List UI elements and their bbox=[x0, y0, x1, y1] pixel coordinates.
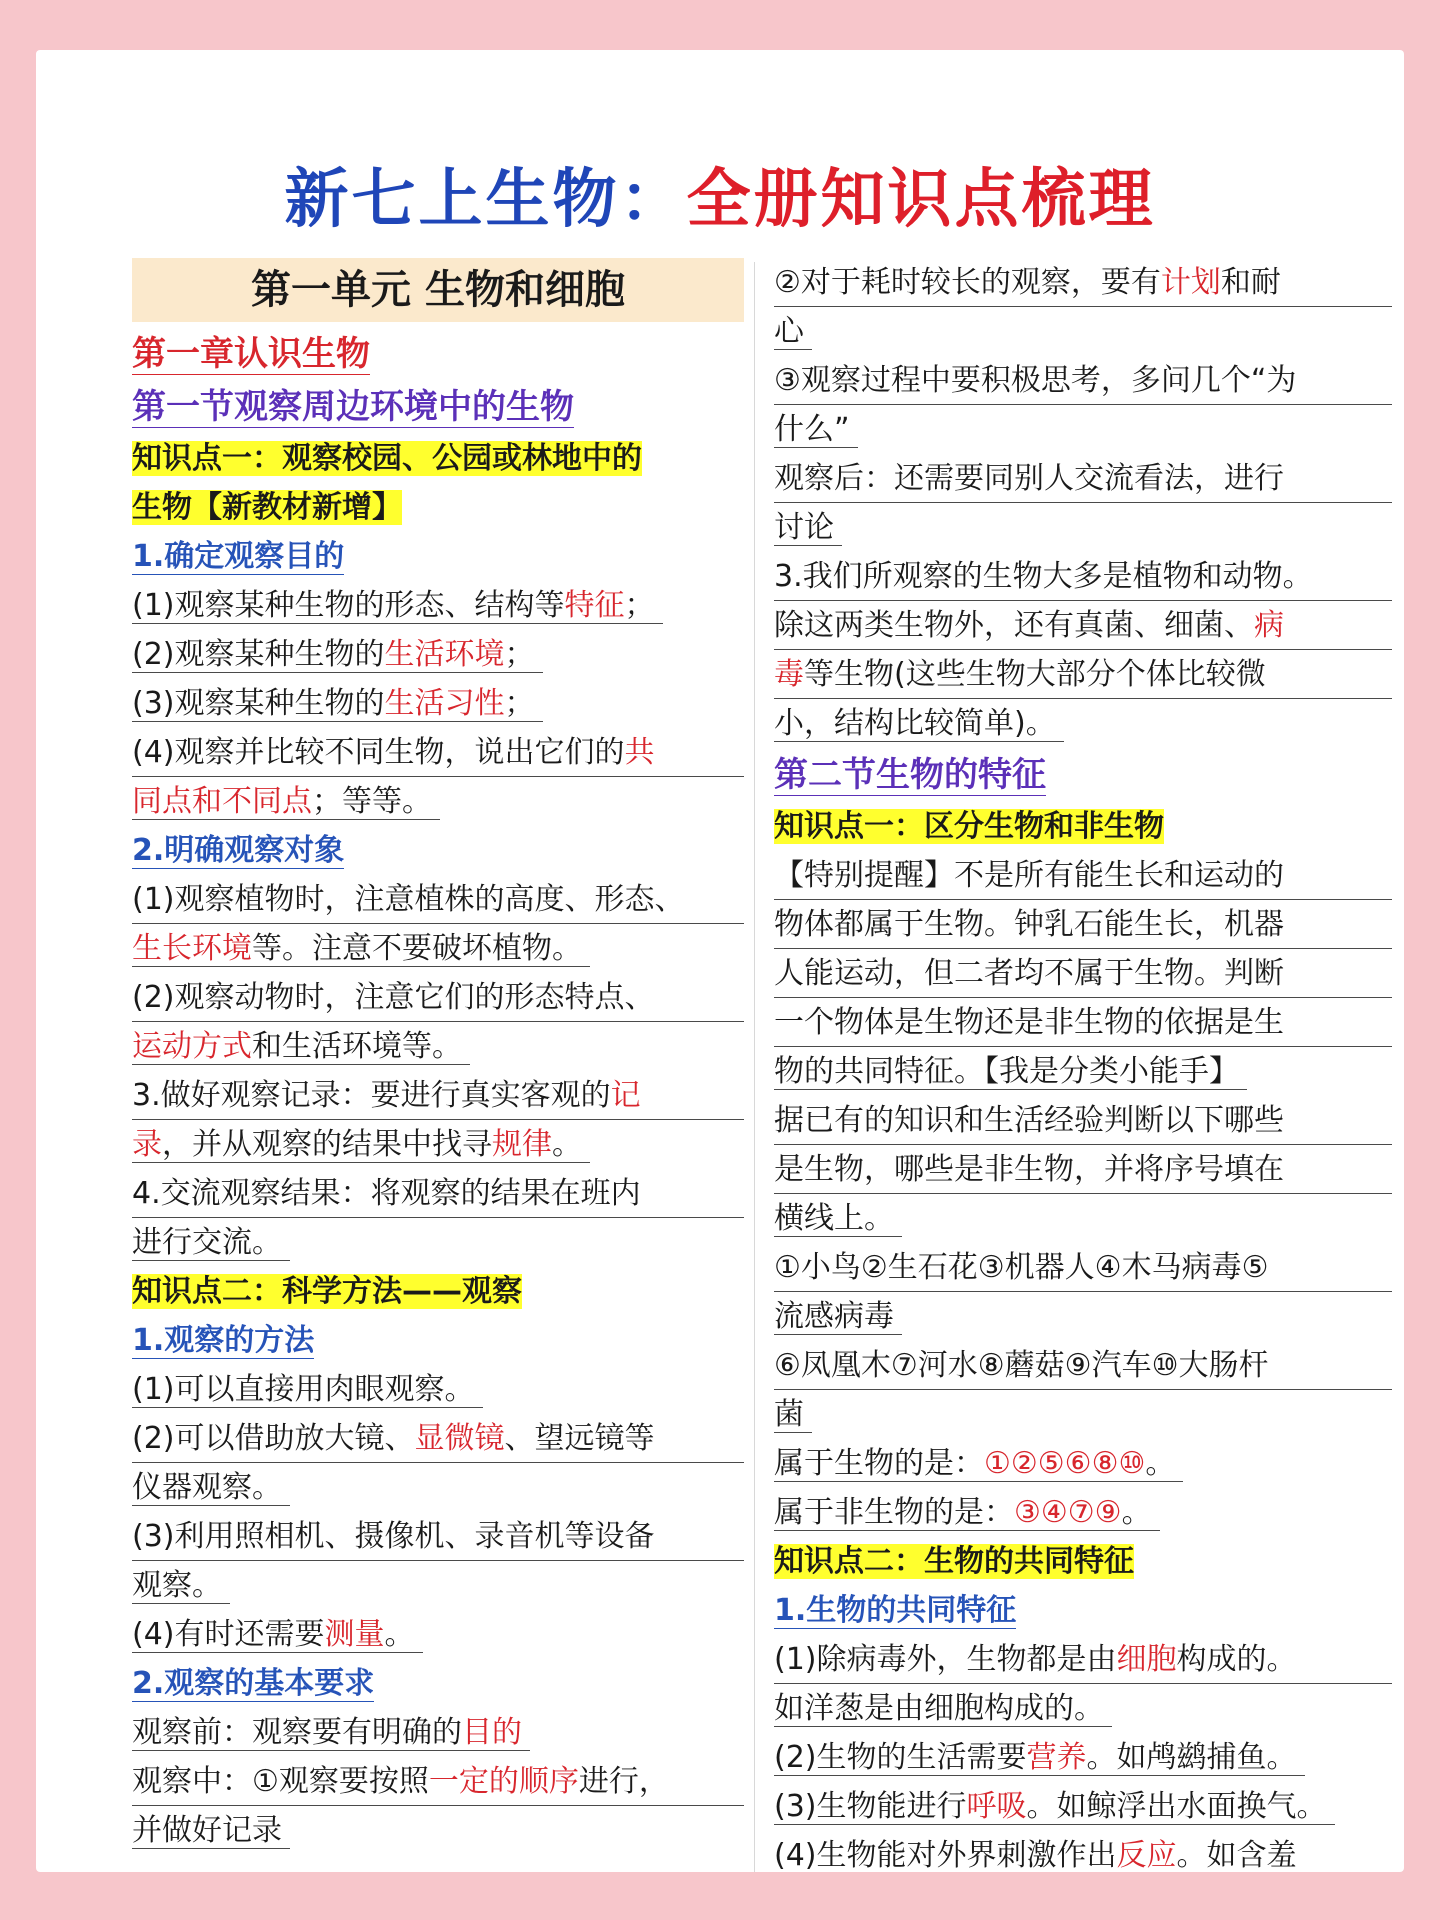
knowledge-point-4: 知识点二：生物的共同特征 bbox=[774, 1544, 1134, 1579]
knowledge-point-1: 知识点一：观察校园、公园或林地中的 生物【新教材新增】 bbox=[132, 441, 642, 525]
method-item-3: (3)利用照相机、摄像机、录音机等设备 bbox=[132, 1512, 744, 1561]
column-divider bbox=[754, 262, 755, 1872]
share-point-cont: 进行交流。 bbox=[132, 1218, 744, 1267]
method-item-2-cont: 仪器观察。 bbox=[132, 1463, 744, 1512]
requirement-think-cont: 什么” bbox=[774, 405, 1404, 454]
record-point: 3.做好观察记录：要进行真实客观的记 bbox=[132, 1071, 744, 1120]
tip-line-2: 物体都属于生物。钟乳石能生长，机器 bbox=[774, 900, 1404, 949]
organisms-observed-2: 除这两类生物外，还有真菌、细菌、病 bbox=[774, 601, 1404, 650]
requirement-after-cont: 讨论 bbox=[774, 503, 1404, 552]
items-line-1: ①小鸟②生石花③机器人④木马病毒⑤ bbox=[774, 1243, 1404, 1292]
chapter-heading: 第一章认识生物 bbox=[132, 334, 370, 374]
purpose-item-4-cont: 同点和不同点；等等。 bbox=[132, 777, 744, 826]
title-grade-subject: 新七上生物： bbox=[284, 162, 687, 237]
requirement-during-cont: 并做好记录 bbox=[132, 1806, 744, 1855]
requirement-after: 观察后：还需要同别人交流看法，进行 bbox=[774, 454, 1404, 503]
purpose-item-1: (1)观察某种生物的形态、结构等特征； bbox=[132, 581, 744, 630]
answer-nonliving-value: ③④⑦⑨ bbox=[1014, 1495, 1122, 1530]
feature-1-cont: 如洋葱是由细胞构成的。 bbox=[774, 1684, 1404, 1733]
share-point: 4.交流观察结果：将观察的结果在班内 bbox=[132, 1169, 744, 1218]
page bbox=[36, 50, 1404, 1872]
section-heading-2: 第二节生物的特征 bbox=[774, 755, 1046, 795]
right-column bbox=[774, 258, 1404, 1872]
feature-2: (2)生物的生活需要营养。如鸬鹚捕鱼。 bbox=[774, 1733, 1404, 1782]
method-item-1: (1)可以直接用肉眼观察。 bbox=[132, 1365, 744, 1414]
task-line-3: 横线上。 bbox=[774, 1194, 1404, 1243]
tip-line-3: 人能运动，但二者均不属于生物。判断 bbox=[774, 949, 1404, 998]
answer-living-value: ①②⑤⑥⑧⑩ bbox=[984, 1446, 1146, 1481]
purpose-item-3: (3)观察某种生物的生活习性； bbox=[132, 679, 744, 728]
items-line-4: 菌 bbox=[774, 1390, 1404, 1439]
title-topic: 全册知识点梳理 bbox=[686, 162, 1156, 237]
feature-4: (4)生物能对外界刺激作出反应。如含羞 bbox=[774, 1831, 1404, 1872]
subheading-observation-target: 2.明确观察对象 bbox=[132, 833, 345, 868]
knowledge-point-3: 知识点一：区分生物和非生物 bbox=[774, 809, 1164, 844]
items-line-3: ⑥凤凰木⑦河水⑧蘑菇⑨汽车⑩大肠杆 bbox=[774, 1341, 1404, 1390]
method-item-3-cont: 观察。 bbox=[132, 1561, 744, 1610]
record-point-cont: 录，并从观察的结果中找寻规律。 bbox=[132, 1120, 744, 1169]
subheading-common-features: 1.生物的共同特征 bbox=[774, 1593, 1017, 1628]
requirement-think: ③观察过程中要积极思考，多问几个“为 bbox=[774, 356, 1404, 405]
left-column bbox=[132, 258, 744, 1855]
task-line-2: 是生物，哪些是非生物，并将序号填在 bbox=[774, 1145, 1404, 1194]
organisms-observed: 3.我们所观察的生物大多是植物和动物。 bbox=[774, 552, 1404, 601]
target-item-1-cont: 生长环境等。注意不要破坏植物。 bbox=[132, 924, 744, 973]
subheading-observation-purpose: 1.确定观察目的 bbox=[132, 539, 345, 574]
purpose-item-2: (2)观察某种生物的生活环境； bbox=[132, 630, 744, 679]
method-item-2: (2)可以借助放大镜、显微镜、望远镜等 bbox=[132, 1414, 744, 1463]
requirement-before: 观察前：观察要有明确的目的 bbox=[132, 1708, 744, 1757]
requirement-plan: ②对于耗时较长的观察，要有计划和耐 bbox=[774, 258, 1404, 307]
answer-living: 属于生物的是：①②⑤⑥⑧⑩。 bbox=[774, 1439, 1404, 1488]
subheading-basic-requirements: 2.观察的基本要求 bbox=[132, 1666, 375, 1701]
tip-line-1: 【特别提醒】不是所有能生长和运动的 bbox=[774, 851, 1404, 900]
subheading-observation-methods: 1.观察的方法 bbox=[132, 1323, 315, 1358]
requirement-during: 观察中：①观察要按照一定的顺序进行， bbox=[132, 1757, 744, 1806]
organisms-observed-4: 小，结构比较简单)。 bbox=[774, 699, 1404, 748]
tip-line-5: 物的共同特征。【我是分类小能手】 bbox=[774, 1047, 1404, 1096]
target-item-2-cont: 运动方式和生活环境等。 bbox=[132, 1022, 744, 1071]
target-item-2: (2)观察动物时，注意它们的形态特点、 bbox=[132, 973, 744, 1022]
task-line-1: 据已有的知识和生活经验判断以下哪些 bbox=[774, 1096, 1404, 1145]
requirement-plan-cont: 心 bbox=[774, 307, 1404, 356]
tip-line-4: 一个物体是生物还是非生物的依据是生 bbox=[774, 998, 1404, 1047]
feature-3: (3)生物能进行呼吸。如鲸浮出水面换气。 bbox=[774, 1782, 1404, 1831]
feature-1: (1)除病毒外，生物都是由细胞构成的。 bbox=[774, 1635, 1404, 1684]
page-title bbox=[36, 148, 1404, 240]
organisms-observed-3: 毒等生物(这些生物大部分个体比较微 bbox=[774, 650, 1404, 699]
items-line-2: 流感病毒 bbox=[774, 1292, 1404, 1341]
answer-nonliving: 属于非生物的是：③④⑦⑨。 bbox=[774, 1488, 1404, 1537]
target-item-1: (1)观察植物时，注意植株的高度、形态、 bbox=[132, 875, 744, 924]
section-heading-1: 第一节观察周边环境中的生物 bbox=[132, 387, 574, 427]
unit-heading: 第一单元 生物和细胞 bbox=[132, 258, 744, 322]
knowledge-point-2: 知识点二：科学方法——观察 bbox=[132, 1274, 522, 1309]
method-item-4: (4)有时还需要测量。 bbox=[132, 1610, 744, 1659]
purpose-item-4: (4)观察并比较不同生物，说出它们的共 bbox=[132, 728, 744, 777]
